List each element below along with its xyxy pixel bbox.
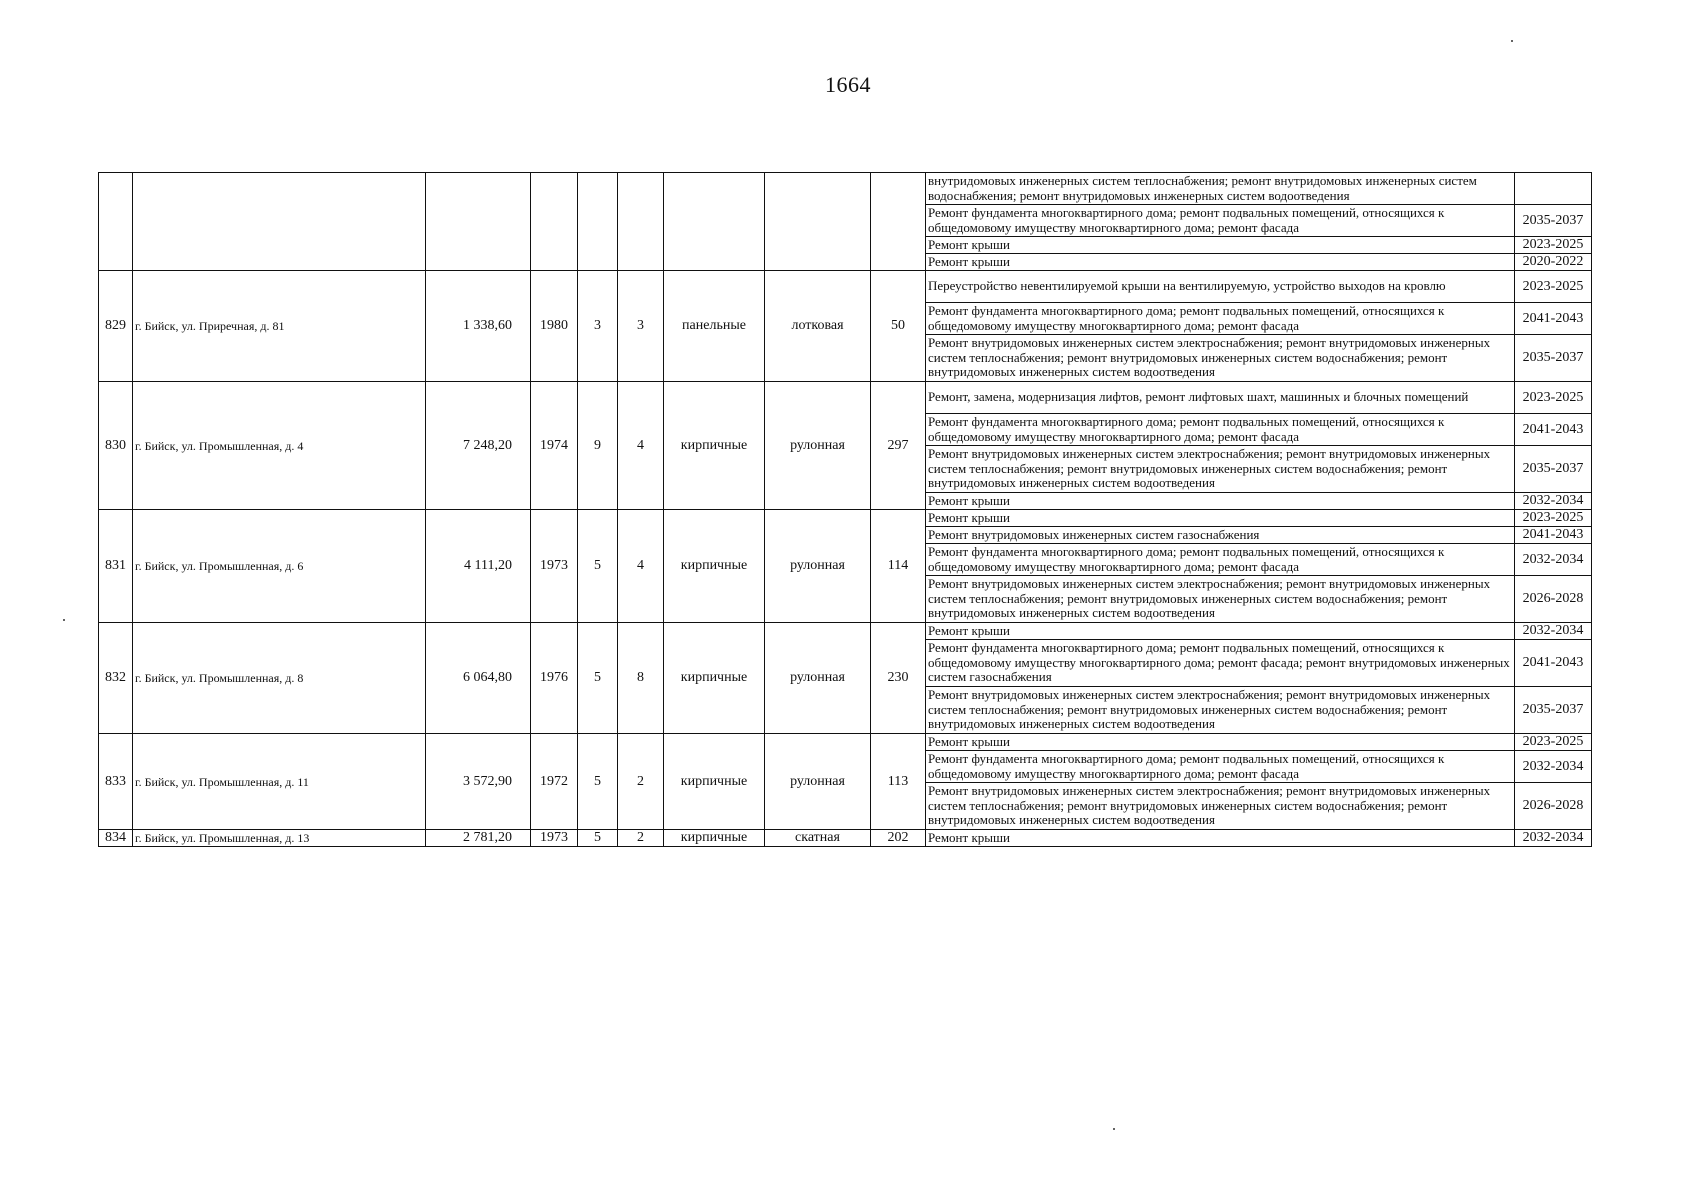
work-description: Ремонт внутридомовых инженерных систем электроснабжения; ремонт внутридомовых инженерных систем теплоснабжения; ремонт внутридомовых инженерных систем водоснабжения; ремонт внутридомовых инженерных систем водоотведения <box>926 446 1515 493</box>
scan-speck <box>1113 1128 1115 1130</box>
building-area: 1 338,60 <box>426 271 531 382</box>
building-address: г. Бийск, ул. Приречная, д. 81 <box>133 271 426 382</box>
work-period: 2023-2025 <box>1515 237 1592 254</box>
empty-roof-cell <box>765 173 871 271</box>
work-period: 2041-2043 <box>1515 527 1592 544</box>
work-description: Ремонт крыши <box>926 510 1515 527</box>
building-number: 833 <box>99 734 133 830</box>
work-period: 2032-2034 <box>1515 544 1592 576</box>
residents-count: 113 <box>871 734 926 830</box>
building-floors: 5 <box>578 510 618 623</box>
work-description: Ремонт внутридомовых инженерных систем электроснабжения; ремонт внутридомовых инженерных систем теплоснабжения; ремонт внутридомовых инженерных систем водоснабжения; ремонт внутридомовых инженерных систем водоотведения <box>926 687 1515 734</box>
repair-register-table <box>98 172 1592 847</box>
building-area: 6 064,80 <box>426 623 531 734</box>
building-floors: 5 <box>578 830 618 847</box>
roof-type: рулонная <box>765 623 871 734</box>
building-area: 4 111,20 <box>426 510 531 623</box>
building-address: г. Бийск, ул. Промышленная, д. 4 <box>133 382 426 510</box>
work-period: 2023-2025 <box>1515 271 1592 303</box>
empty-year-cell <box>531 173 578 271</box>
building-area: 2 781,20 <box>426 830 531 847</box>
table-row <box>99 510 1592 527</box>
work-description: Ремонт внутридомовых инженерных систем газоснабжения <box>926 527 1515 544</box>
work-description: Ремонт крыши <box>926 734 1515 751</box>
wall-material: панельные <box>664 271 765 382</box>
work-description: Ремонт фундамента многоквартирного дома; ремонт подвальных помещений, относящихся к общедомовому имуществу многоквартирного дома; ремонт фасада <box>926 205 1515 237</box>
work-period: 2035-2037 <box>1515 335 1592 382</box>
work-period: 2035-2037 <box>1515 446 1592 493</box>
work-period: 2035-2037 <box>1515 205 1592 237</box>
table-row <box>99 623 1592 640</box>
work-description: Ремонт фундамента многоквартирного дома; ремонт подвальных помещений, относящихся к общедомовому имуществу многоквартирного дома; ремонт фасада <box>926 751 1515 783</box>
building-year: 1973 <box>531 830 578 847</box>
building-entrances: 2 <box>618 830 664 847</box>
work-description: Ремонт фундамента многоквартирного дома; ремонт подвальных помещений, относящихся к общедомовому имуществу многоквартирного дома; ремонт фасада <box>926 414 1515 446</box>
residents-count: 50 <box>871 271 926 382</box>
work-description: Ремонт внутридомовых инженерных систем электроснабжения; ремонт внутридомовых инженерных систем теплоснабжения; ремонт внутридомовых инженерных систем водоснабжения; ремонт внутридомовых инженерных систем водоотведения <box>926 576 1515 623</box>
table-row <box>99 271 1592 303</box>
work-period: 2041-2043 <box>1515 303 1592 335</box>
scan-speck <box>1511 40 1513 42</box>
work-period: 2032-2034 <box>1515 623 1592 640</box>
work-description: Переустройство невентилируемой крыши на вентилируемую, устройство выходов на кровлю <box>926 271 1515 303</box>
scan-speck <box>63 619 65 621</box>
building-address: г. Бийск, ул. Промышленная, д. 8 <box>133 623 426 734</box>
work-description: Ремонт крыши <box>926 254 1515 271</box>
table-row <box>99 173 1592 205</box>
building-address: г. Бийск, ул. Промышленная, д. 11 <box>133 734 426 830</box>
building-number: 834 <box>99 830 133 847</box>
building-entrances: 8 <box>618 623 664 734</box>
building-year: 1980 <box>531 271 578 382</box>
building-address: г. Бийск, ул. Промышленная, д. 6 <box>133 510 426 623</box>
building-area: 7 248,20 <box>426 382 531 510</box>
work-description: Ремонт крыши <box>926 493 1515 510</box>
building-floors: 5 <box>578 734 618 830</box>
work-period <box>1515 173 1592 205</box>
work-description: Ремонт внутридомовых инженерных систем электроснабжения; ремонт внутридомовых инженерных систем теплоснабжения; ремонт внутридомовых инженерных систем водоснабжения; ремонт внутридомовых инженерных систем водоотведения <box>926 335 1515 382</box>
roof-type: рулонная <box>765 734 871 830</box>
building-number: 830 <box>99 382 133 510</box>
roof-type: рулонная <box>765 510 871 623</box>
building-address: г. Бийск, ул. Промышленная, д. 13 <box>133 830 426 847</box>
building-year: 1974 <box>531 382 578 510</box>
work-period: 2035-2037 <box>1515 687 1592 734</box>
work-period: 2032-2034 <box>1515 493 1592 510</box>
building-floors: 3 <box>578 271 618 382</box>
work-description: Ремонт фундамента многоквартирного дома; ремонт подвальных помещений, относящихся к общедомовому имуществу многоквартирного дома; ремонт фасада; ремонт внутридомовых инженерных систем газоснабжения <box>926 640 1515 687</box>
building-year: 1976 <box>531 623 578 734</box>
work-description: внутридомовых инженерных систем теплоснабжения; ремонт внутридомовых инженерных систем водоснабжения; ремонт внутридомовых инженерных систем водоотведения <box>926 173 1515 205</box>
work-description: Ремонт крыши <box>926 830 1515 847</box>
work-period: 2041-2043 <box>1515 414 1592 446</box>
building-floors: 5 <box>578 623 618 734</box>
residents-count: 297 <box>871 382 926 510</box>
table-row <box>99 830 1592 847</box>
work-description: Ремонт крыши <box>926 623 1515 640</box>
building-number: 831 <box>99 510 133 623</box>
work-period: 2023-2025 <box>1515 382 1592 414</box>
table-row <box>99 734 1592 751</box>
building-entrances: 4 <box>618 382 664 510</box>
work-period: 2020-2022 <box>1515 254 1592 271</box>
empty-residents-cell <box>871 173 926 271</box>
building-entrances: 4 <box>618 510 664 623</box>
building-year: 1972 <box>531 734 578 830</box>
work-period: 2026-2028 <box>1515 783 1592 830</box>
building-number: 832 <box>99 623 133 734</box>
roof-type: рулонная <box>765 382 871 510</box>
work-period: 2023-2025 <box>1515 734 1592 751</box>
work-description: Ремонт, замена, модернизация лифтов, ремонт лифтовых шахт, машинных и блочных помещений <box>926 382 1515 414</box>
wall-material: кирпичные <box>664 623 765 734</box>
wall-material: кирпичные <box>664 734 765 830</box>
building-year: 1973 <box>531 510 578 623</box>
wall-material: кирпичные <box>664 830 765 847</box>
work-description: Ремонт фундамента многоквартирного дома; ремонт подвальных помещений, относящихся к общедомовому имуществу многоквартирного дома; ремонт фасада <box>926 544 1515 576</box>
wall-material: кирпичные <box>664 382 765 510</box>
work-description: Ремонт внутридомовых инженерных систем электроснабжения; ремонт внутридомовых инженерных систем теплоснабжения; ремонт внутридомовых инженерных систем водоснабжения; ремонт внутридомовых инженерных систем водоотведения <box>926 783 1515 830</box>
page-number: 1664 <box>825 72 871 97</box>
residents-count: 202 <box>871 830 926 847</box>
work-period: 2041-2043 <box>1515 640 1592 687</box>
building-area: 3 572,90 <box>426 734 531 830</box>
work-description: Ремонт крыши <box>926 237 1515 254</box>
work-period: 2032-2034 <box>1515 751 1592 783</box>
building-entrances: 2 <box>618 734 664 830</box>
roof-type: скатная <box>765 830 871 847</box>
building-floors: 9 <box>578 382 618 510</box>
residents-count: 230 <box>871 623 926 734</box>
empty-address-cell <box>133 173 426 271</box>
residents-count: 114 <box>871 510 926 623</box>
work-period: 2026-2028 <box>1515 576 1592 623</box>
work-period: 2023-2025 <box>1515 510 1592 527</box>
building-number: 829 <box>99 271 133 382</box>
roof-type: лотковая <box>765 271 871 382</box>
work-description: Ремонт фундамента многоквартирного дома; ремонт подвальных помещений, относящихся к общедомовому имуществу многоквартирного дома; ремонт фасада <box>926 303 1515 335</box>
empty-floors-cell <box>578 173 618 271</box>
empty-walls-cell <box>664 173 765 271</box>
building-entrances: 3 <box>618 271 664 382</box>
work-period: 2032-2034 <box>1515 830 1592 847</box>
empty-entrances-cell <box>618 173 664 271</box>
empty-num-cell <box>99 173 133 271</box>
wall-material: кирпичные <box>664 510 765 623</box>
table-row <box>99 382 1592 414</box>
empty-area-cell <box>426 173 531 271</box>
